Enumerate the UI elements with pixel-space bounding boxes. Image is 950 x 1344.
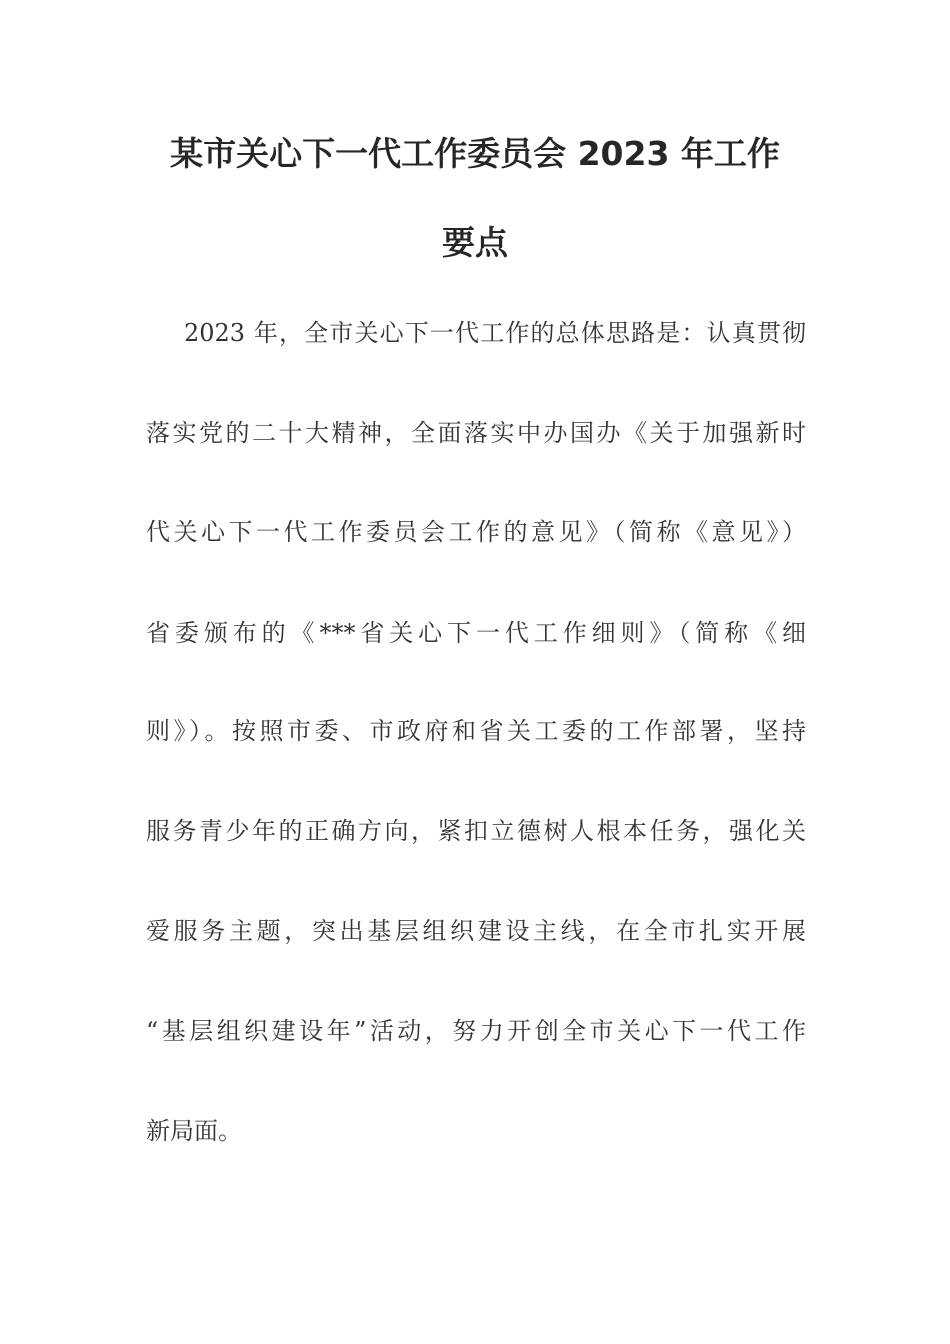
paragraph-line-1: 2023 年，全市关心下一代工作的总体思路是：认真贯彻: [184, 319, 806, 347]
paragraph-line-8: “基层组织建设年”活动，努力开创全市关心下一代工作: [146, 1017, 806, 1045]
paragraph-line-5: 则》）。按照市委、市政府和省关工委的工作部署，坚持: [146, 717, 806, 745]
document-title-line-2: 要点: [442, 223, 508, 262]
paragraph-line-6: 服务青少年的正确方向，紧扣立德树人根本任务，强化关: [146, 817, 806, 845]
paragraph-line-9: 新局面。: [146, 1117, 242, 1145]
paragraph-line-2: 落实党的二十大精神，全面落实中办国办《关于加强新时: [146, 419, 806, 447]
paragraph-line-7: 爱服务主题，突出基层组织建设主线，在全市扎实开展: [146, 917, 806, 945]
paragraph-line-4: 省委颁布的《***省关心下一代工作细则》（简称《细: [146, 619, 806, 647]
document-title-line-1: 某市关心下一代工作委员会 2023 年工作: [170, 134, 780, 173]
paragraph-line-3: 代关心下一代工作委员会工作的意见》（简称《意见》）: [146, 518, 806, 546]
